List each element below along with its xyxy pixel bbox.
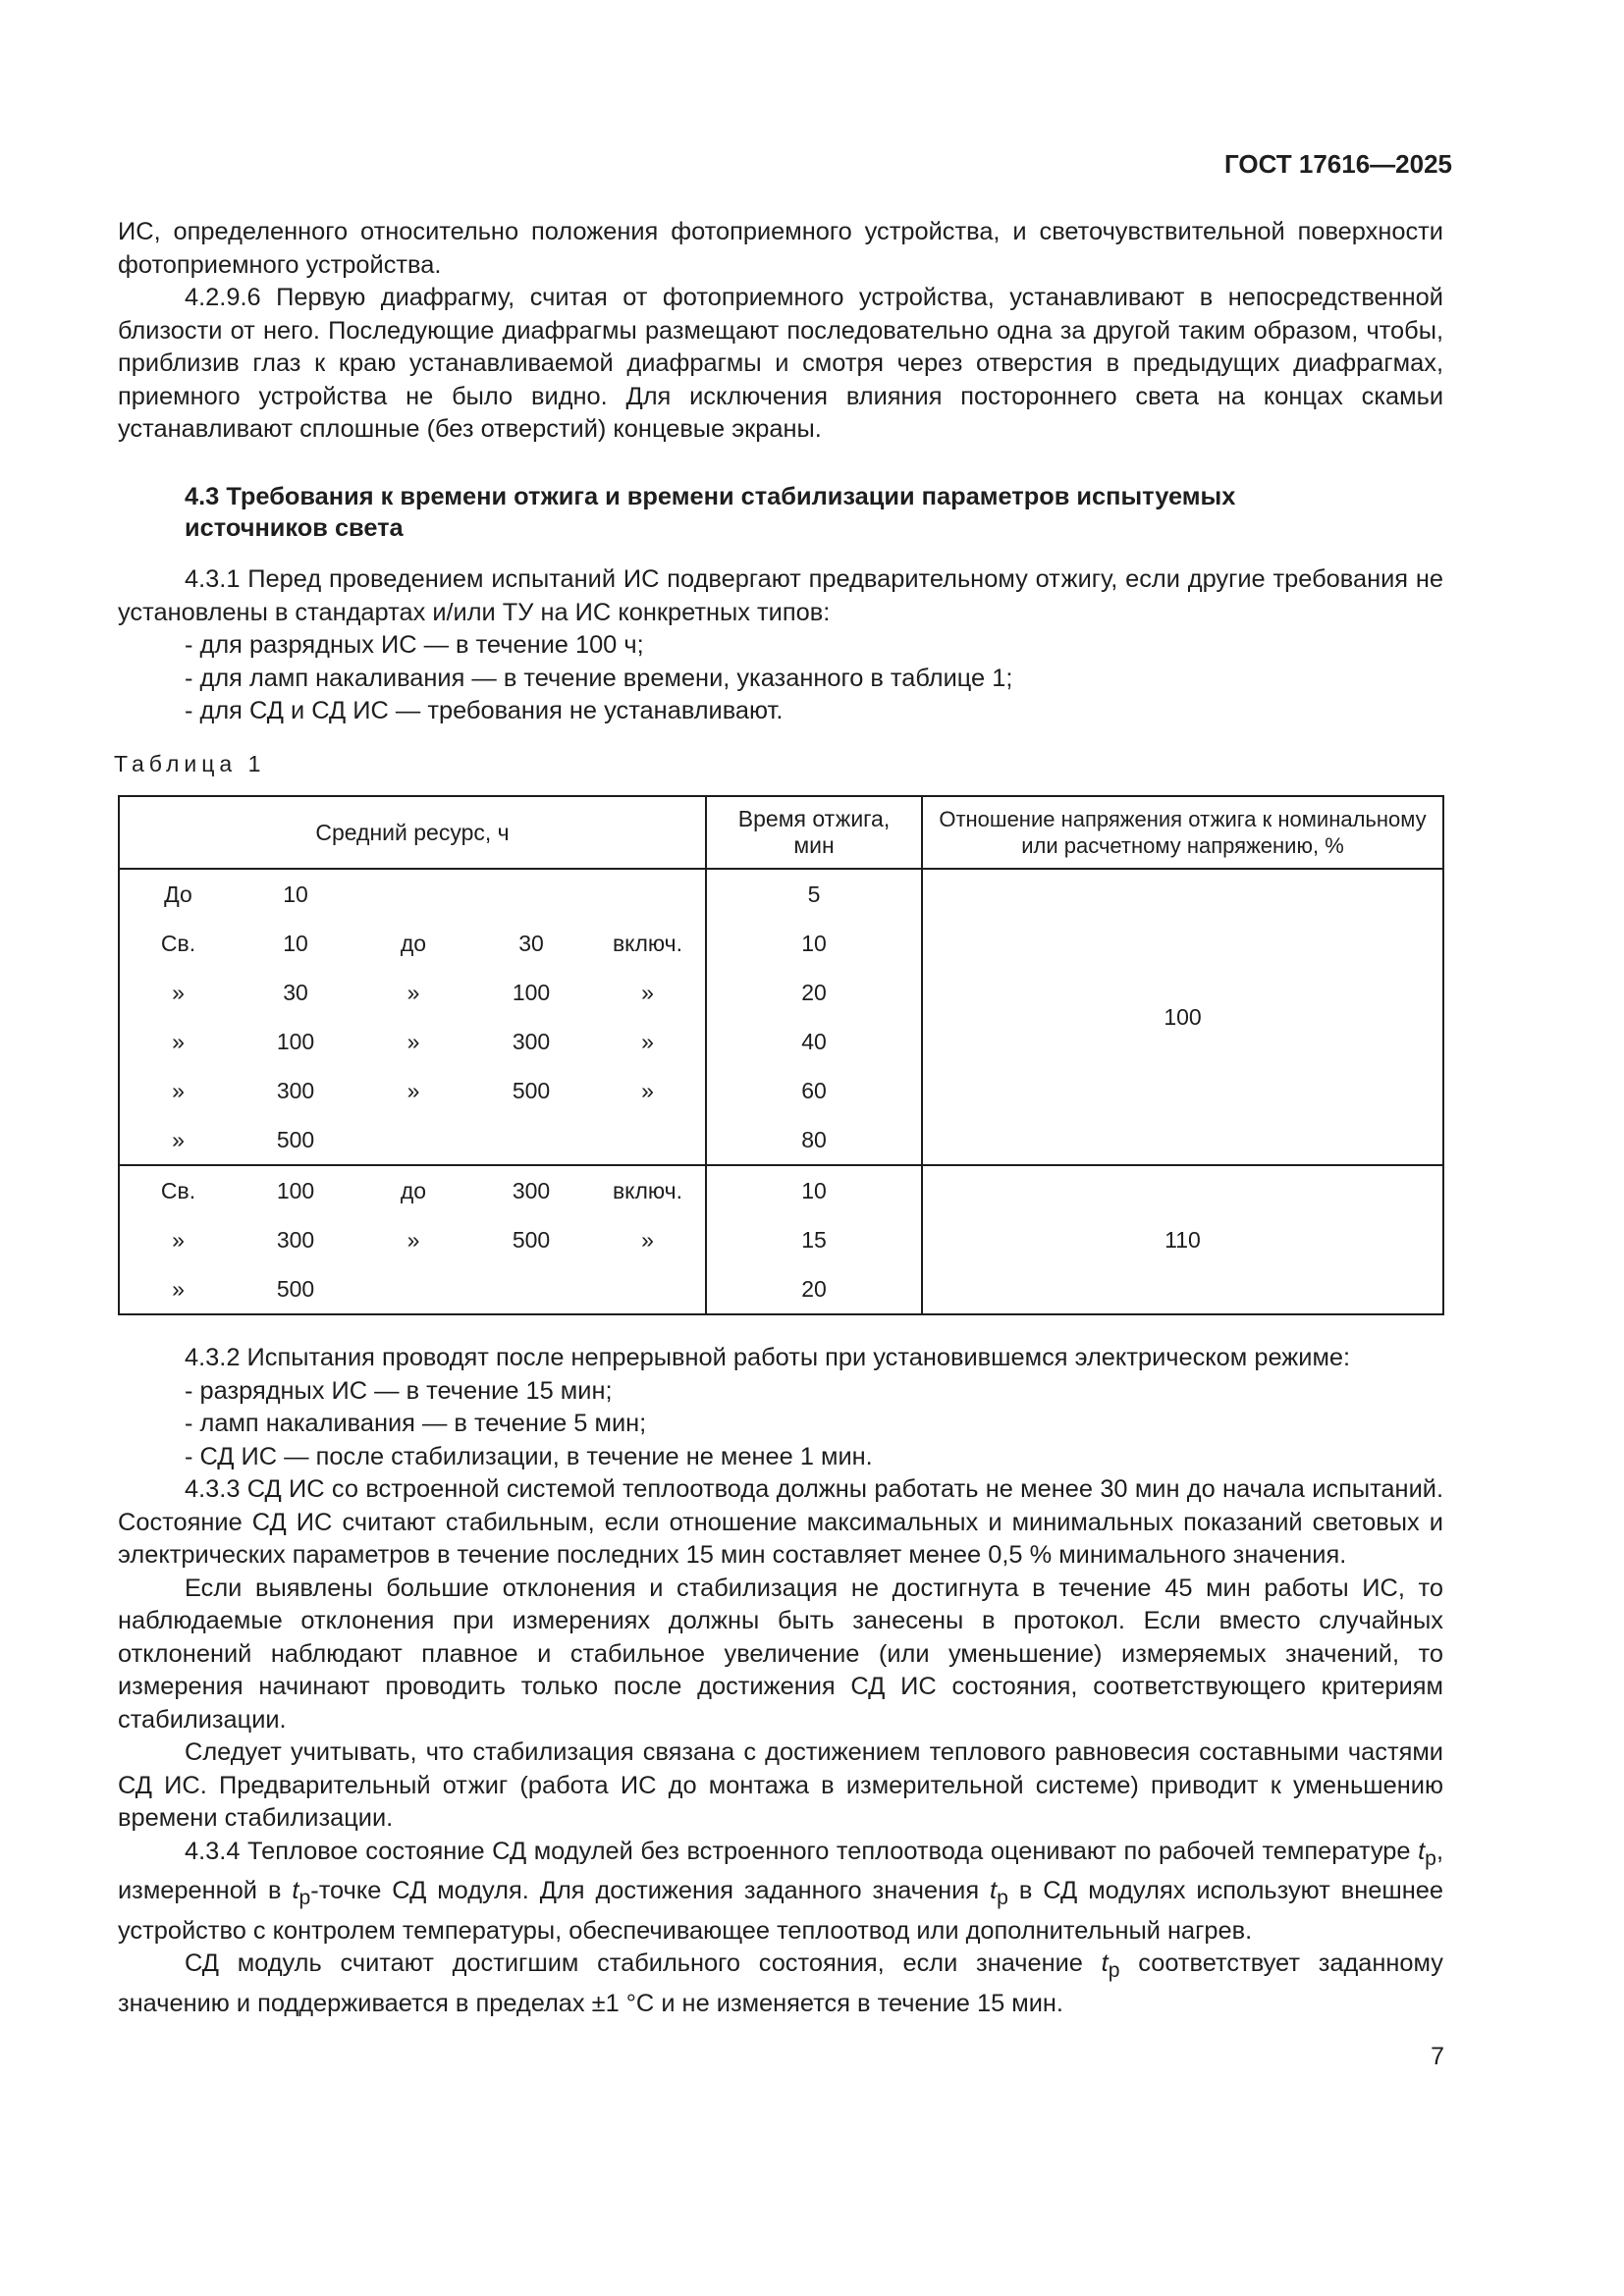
- table-cell: 30: [518, 930, 544, 956]
- table-cell: 30: [283, 979, 308, 1005]
- table-cell: [590, 1115, 706, 1165]
- tp-subscript: p: [298, 1887, 311, 1910]
- table-cell: 10: [706, 919, 922, 968]
- table-cell: »: [406, 1077, 420, 1103]
- list-item: - СД ИС — после стабилизации, в течение не менее 1 мин.: [185, 1442, 873, 1470]
- table-cell: »: [406, 1226, 420, 1253]
- table-cell: »: [406, 979, 420, 1005]
- table-cell: 80: [706, 1115, 922, 1165]
- table-cell: до: [400, 1177, 427, 1203]
- table-header-row: [119, 796, 1443, 869]
- paragraph-4-3-3-note: Следует учитывать, что стабилизация связана с достижением теплового равновесия составными частями СД ИС. Предварительный отжиг (работа ИС до монтажа в измерительной системе) приводит к уменьшению времени стабилизации.: [118, 1738, 1443, 1832]
- table-cell: включ.: [612, 1177, 683, 1203]
- ratio-cell-group2: 110: [1164, 1226, 1201, 1253]
- ratio-cell-group1: 100: [922, 869, 1443, 1165]
- section-heading-line2: источников света: [185, 514, 404, 542]
- paragraph-4-3-3-deviation: Если выявлены большие отклонения и стабилизация не достигнута в течение 45 мин работы ИС, то наблюдаемые отклонения при измерениях должны быть занесены в протокол. Если вместо случайных отклонений наблюдают плавное и стабильное увеличение (или уменьшение) измеряемых значений, то измерения начинают проводить только после достижения СД ИС состояния, соответствующего критериям стабилизации.: [118, 1574, 1443, 1734]
- table-caption: Таблица 1: [114, 751, 266, 776]
- tp-subscript: p: [1425, 1846, 1436, 1870]
- table-cell: 60: [706, 1066, 922, 1115]
- table-cell: [472, 1264, 590, 1314]
- paragraph-4-2-9-6: 4.2.9.6 Первую диафрагму, считая от фотоприемного устройства, устанавливают в непосредственной близости от него. Последующие диафрагмы размещают последовательно одна за другой таким образом, чтобы, приблизив глаз к краю устанавливаемой диафрагмы и смотря через отверстия в предыдущих диафрагмах, приемного устройства не было видно. Для исключения влияния постороннего света на концах скамьи устанавливают сплошные (без отверстий) концевые экраны.: [118, 284, 1443, 443]
- table-cell: 10: [706, 1165, 922, 1215]
- tp-symbol: t: [1418, 1837, 1426, 1865]
- list-item: - разрядных ИС — в течение 15 мин;: [185, 1376, 613, 1405]
- table-cell: до: [400, 930, 427, 956]
- table-cell: 40: [706, 1017, 922, 1066]
- table-cell: 300: [512, 1177, 551, 1203]
- table-cell: 300: [512, 1028, 551, 1054]
- header-resource: Средний ресурс, ч: [119, 796, 706, 869]
- table-cell: [472, 1115, 590, 1165]
- header-text-line: или расчетному напряжению, %: [1021, 833, 1344, 858]
- section-4-3-1-block: [118, 563, 1443, 728]
- table-cell: »: [119, 1115, 237, 1165]
- list-item: - ламп накаливания — в течение 5 мин;: [185, 1410, 647, 1437]
- table-cell: 100: [276, 1028, 315, 1054]
- table-cell: 20: [706, 968, 922, 1017]
- anneal-time-table: [118, 795, 1444, 1315]
- table-cell: 100: [276, 1177, 315, 1203]
- tp-symbol: t: [292, 1877, 299, 1905]
- table-cell: 5: [706, 869, 922, 919]
- table-row: [119, 1165, 1443, 1215]
- list-item: - для разрядных ИС — в течение 100 ч;: [185, 631, 644, 659]
- table-cell: »: [641, 1077, 654, 1103]
- table-cell: 500: [512, 1077, 551, 1103]
- top-text-block: [118, 216, 1443, 447]
- paragraph-4-3-2: 4.3.2 Испытания проводят после непрерывной работы при установившемся электрическом режиме:: [185, 1344, 1351, 1371]
- table-cell: Св.: [160, 930, 196, 956]
- paragraph-4-3-4-stable: СД модуль считают достигшим стабильного состояния, если значение $t_p$ соответствует заданному значению и поддерживается в пределах ±1 °C и не изменяется в течение 15 мин.: [118, 1949, 1443, 2017]
- page-number: 7: [1431, 2043, 1444, 2070]
- table-cell: 10: [283, 930, 308, 956]
- table-cell: »: [172, 979, 185, 1005]
- header-text-line: мин: [793, 832, 835, 858]
- table-cell: 10: [283, 881, 308, 907]
- paragraph-4-3-3: 4.3.3 СД ИС со встроенной системой теплоотвода должны работать не менее 30 мин до начала испытаний. Состояние СД ИС считают стабильным, если отношение максимальных и минимальных показаний световых и электрических параметров в течение последних 15 мин составляет менее 0,5 % минимального значения.: [118, 1475, 1443, 1569]
- header-text-line: Время отжига,: [737, 806, 891, 831]
- header-voltage-ratio: [922, 796, 1443, 869]
- table-cell: »: [172, 1226, 185, 1253]
- table-cell: 500: [276, 1275, 315, 1302]
- list-item: - для ламп накаливания — в течение времени, указанного в таблице 1;: [185, 664, 1013, 692]
- tp-symbol: t: [1101, 1949, 1109, 1978]
- table-cell: 20: [706, 1264, 922, 1314]
- table-cell: »: [172, 1077, 185, 1103]
- table-cell: [472, 869, 590, 919]
- table-cell: [354, 1264, 472, 1314]
- table-cell: 300: [276, 1077, 315, 1103]
- table-cell: 15: [706, 1215, 922, 1264]
- table-cell: [354, 869, 472, 919]
- table-cell: 100: [512, 979, 551, 1005]
- section-heading-line1: 4.3 Требования к времени отжига и времени стабилизации параметров испытуемых: [185, 483, 1236, 510]
- table-cell: »: [406, 1028, 420, 1054]
- section-heading-4-3: [185, 481, 1363, 544]
- table-cell: »: [172, 1028, 185, 1054]
- header-anneal-time: [706, 796, 922, 869]
- table-cell: [590, 869, 706, 919]
- table-cell: включ.: [612, 930, 683, 956]
- table-cell: [590, 1264, 706, 1314]
- table-cell: 500: [512, 1226, 551, 1253]
- table-cell: »: [641, 979, 654, 1005]
- table-cell: До: [164, 881, 192, 907]
- paragraph-4-3-4: 4.3.4 Тепловое состояние СД модулей без встроенного теплоотвода оценивают по рабочей температуре $t_p$, измеренной в $t_p$-точке СД модуля. Для достижения заданного значения $t_p$ в СД модулях используют внешнее устройство с контролем температуры, обеспечивающее теплоотвод или дополнительный нагрев.: [118, 1837, 1443, 1945]
- paragraph-continuation: ИС, определенного относительно положения фотоприемного устройства, и светочувствительной поверхности фотоприемного устройства.: [118, 218, 1443, 279]
- bottom-text-block: [118, 1342, 1443, 2020]
- table-cell: 500: [237, 1115, 354, 1165]
- header-text-line: Отношение напряжения отжига к номинальному: [939, 807, 1427, 831]
- table-cell: [354, 1115, 472, 1165]
- table-cell: 300: [276, 1226, 315, 1253]
- tp-symbol: t: [990, 1877, 998, 1905]
- table-cell: »: [172, 1275, 185, 1302]
- tp-subscript: p: [997, 1887, 1008, 1910]
- table-cell: »: [641, 1028, 654, 1054]
- document-code-header: ГОСТ 17616—2025: [1224, 149, 1452, 179]
- list-item: - для СД и СД ИС — требования не устанавливают.: [185, 697, 784, 724]
- table-cell: Св.: [160, 1177, 196, 1203]
- table-cell: »: [641, 1226, 654, 1253]
- table-row: [119, 869, 1443, 919]
- tp-subscript: p: [1108, 1959, 1120, 1983]
- paragraph-4-3-1: 4.3.1 Перед проведением испытаний ИС подвергают предварительному отжигу, если другие требования не установлены в стандартах и/или ТУ на ИС конкретных типов:: [118, 565, 1443, 626]
